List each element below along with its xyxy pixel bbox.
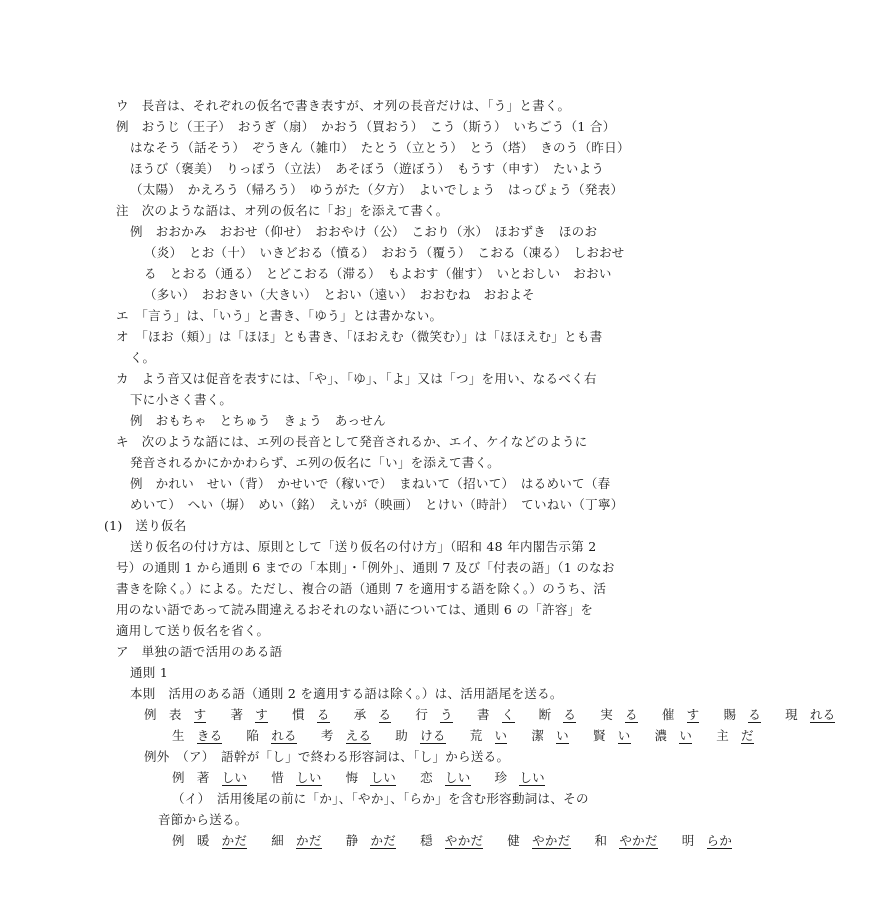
word-stem: 荒 xyxy=(469,728,483,743)
okurigana: える xyxy=(345,728,372,743)
okurigana: れる xyxy=(809,707,836,722)
word-stem: 濃 xyxy=(654,728,668,743)
text-line: めいて） へい（塀） めい（銘） えいが（映画） とけい（時計） ていねい（丁寧） xyxy=(130,497,624,512)
example-word xyxy=(292,707,342,722)
example-word xyxy=(415,707,465,722)
example-label: 例 xyxy=(172,833,185,848)
okurigana: かだ xyxy=(296,833,322,848)
text-line: 号）の通則 1 から通則 6 までの「本則」・「例外」、通則 7 及び「付表の語」（1 のなお xyxy=(116,560,615,575)
word-stem: 行 xyxy=(415,707,429,722)
okurigana: ける xyxy=(420,728,446,743)
okurigana: かだ xyxy=(370,833,397,848)
word-stem: 陥 xyxy=(246,728,260,743)
example-word xyxy=(662,707,712,722)
text-line: エ 「言う」は、「いう」と書き、「ゆう」とは書かない。 xyxy=(116,308,443,323)
text-line: 例 おおかみ おおせ（仰せ） おおやけ（公） こおり（氷） ほおずき ほのお xyxy=(130,224,598,239)
text-line: 注 次のような語は、オ列の仮名に「お」を添えて書く。 xyxy=(116,203,449,218)
okurigana: い xyxy=(679,728,693,743)
word-stem: 賜 xyxy=(723,707,737,722)
example-word xyxy=(420,770,482,785)
word-stem: 慣 xyxy=(292,707,305,722)
example-word xyxy=(395,728,457,743)
example-word xyxy=(477,707,527,722)
okurigana: る xyxy=(748,707,762,722)
word-stem: 恋 xyxy=(420,770,433,785)
text-line: 本則 活用のある語（通則 2 を適用する語は除く。）は、活用語尾を送る。 xyxy=(130,686,563,701)
text-line: ほうび（褒美） りっぽう（立法） あそぼう（遊ぼう） もうす（申す） たいよう xyxy=(130,161,605,176)
okurigana: う xyxy=(440,707,453,722)
example-word xyxy=(531,728,581,743)
okurigana: だ xyxy=(741,728,754,743)
text-line: く。 xyxy=(130,350,156,365)
example-word xyxy=(539,707,589,722)
word-stem: 催 xyxy=(661,707,675,722)
example-word xyxy=(655,728,705,743)
example-label: 例 xyxy=(172,770,185,785)
text-line: はなそう（話そう） ぞうきん（雑巾） たとう（立とう） とう（塔） きのう（昨日） xyxy=(130,140,630,155)
okurigana: る xyxy=(378,707,392,722)
text-line: 音節から送る。 xyxy=(158,812,248,827)
word-stem: 穏 xyxy=(420,833,433,848)
text-line: （炎） とお（十） いきどおる（憤る） おおう（覆う） こおる（凍る） しおおせ xyxy=(144,245,625,260)
example-row xyxy=(172,833,768,849)
okurigana: す xyxy=(193,707,207,722)
okurigana: やかだ xyxy=(532,833,571,848)
example-word xyxy=(723,707,773,722)
example-word xyxy=(172,728,234,743)
okurigana: きる xyxy=(196,728,223,743)
example-word xyxy=(420,833,495,848)
word-stem: 静 xyxy=(345,833,359,848)
example-word xyxy=(346,833,408,848)
okurigana: しい xyxy=(444,770,471,785)
word-stem: 生 xyxy=(172,728,185,743)
example-row xyxy=(172,728,790,744)
text-line: （太陽） かえろう（帰ろう） ゆうがた（夕方） よいでしょう はっぴょう（発表） xyxy=(130,182,624,197)
example-word xyxy=(716,728,766,743)
word-stem: 助 xyxy=(395,728,409,743)
okurigana: る xyxy=(316,707,330,722)
word-stem: 表 xyxy=(168,707,182,722)
example-word xyxy=(246,728,308,743)
word-stem: 惜 xyxy=(271,770,285,785)
text-line: ウ 長音は、それぞれの仮名で書き表すが、オ列の長音だけは、「う」と書く。 xyxy=(116,98,571,113)
okurigana: やかだ xyxy=(444,833,484,848)
rule-title: 通則 1 xyxy=(130,665,169,680)
okurigana: す xyxy=(686,707,700,722)
word-stem: 著 xyxy=(196,770,210,785)
text-line: 下に小さく書く。 xyxy=(130,392,233,407)
example-row xyxy=(144,707,871,723)
okurigana: かだ xyxy=(221,833,248,848)
word-stem: 和 xyxy=(594,833,608,848)
text-line: （イ） 活用後尾の前に「か」、「やか」、「らか」を含む形容動詞は、その xyxy=(172,791,589,806)
subsection-heading: ア 単独の語で活用のある語 xyxy=(116,644,283,659)
example-word xyxy=(197,770,259,785)
okurigana: る xyxy=(625,707,638,722)
text-line: 例 おうじ（王子） おうぎ（扇） かおう（買おう） こう（斯う） いちごう（1 合） xyxy=(116,119,616,134)
word-stem: 珍 xyxy=(494,770,508,785)
example-word xyxy=(197,833,259,848)
okurigana: らか xyxy=(706,833,733,848)
word-stem: 悔 xyxy=(345,770,359,785)
okurigana: やかだ xyxy=(619,833,658,848)
example-word xyxy=(785,707,847,722)
example-word xyxy=(682,833,744,848)
word-stem: 暖 xyxy=(196,833,210,848)
okurigana: い xyxy=(617,728,631,743)
text-line: る とおる（通る） とどこおる（滞る） もよおす（催す） いとおしい おおい xyxy=(144,266,612,281)
okurigana: しい xyxy=(519,770,545,785)
text-line: オ 「ほお（頬）」は「ほほ」とも書き、「ほおえむ（微笑む）」は「ほほえむ」とも書 xyxy=(116,329,603,344)
word-stem: 承 xyxy=(353,707,367,722)
word-stem: 細 xyxy=(271,833,285,848)
text-line: 送り仮名の付け方は、原則として「送り仮名の付け方」（昭和 48 年内閣告示第 2 xyxy=(130,539,597,554)
word-stem: 考 xyxy=(320,728,334,743)
text-line: 例外 （ア） 語幹が「し」で終わる形容詞は、「し」から送る。 xyxy=(144,749,510,764)
example-word xyxy=(495,770,557,785)
text-line: 用のない語であって読み間違えるおそれのない語については、通則 6 の「許容」を xyxy=(116,602,594,617)
word-stem: 現 xyxy=(785,707,798,722)
word-stem: 実 xyxy=(600,707,613,722)
word-stem: 賢 xyxy=(592,728,606,743)
section-heading: (1) 送り仮名 xyxy=(104,518,187,533)
example-word xyxy=(169,707,219,722)
example-word xyxy=(271,833,333,848)
example-row xyxy=(172,770,581,786)
okurigana: す xyxy=(255,707,269,722)
example-word xyxy=(354,707,404,722)
example-word xyxy=(271,770,333,785)
word-stem: 書 xyxy=(476,707,490,722)
example-label: 例 xyxy=(144,707,157,722)
example-word xyxy=(600,707,650,722)
word-stem: 断 xyxy=(538,707,552,722)
okurigana: い xyxy=(556,728,569,743)
text-line: 適用して送り仮名を省く。 xyxy=(116,623,270,638)
text-line: キ 次のような語には、エ列の長音として発音されるか、エイ、ケイなどのように xyxy=(116,434,588,449)
text-line: 例 おもちゃ とちゅう きょう あっせん xyxy=(130,413,386,428)
word-stem: 明 xyxy=(681,833,695,848)
text-line: 発音されるかにかかわらず、エ列の仮名に「い」を添えて書く。 xyxy=(130,455,500,470)
example-word xyxy=(230,707,280,722)
example-word xyxy=(470,728,520,743)
example-word xyxy=(321,728,383,743)
okurigana: しい xyxy=(370,770,397,785)
okurigana: れる xyxy=(271,728,297,743)
text-line: 例 かれい せい（背） かせいで（稼いで） まねいて（招いて） はるめいて（春 xyxy=(130,476,611,491)
word-stem: 主 xyxy=(716,728,729,743)
text-line: 書きを除く。）による。ただし、複合の語（通則 7 を適用する語を除く。）のうち、活 xyxy=(116,581,607,596)
example-word xyxy=(595,833,670,848)
text-line: カ よう音又は促音を表すには、「や」、「ゆ」、「よ」又は「つ」を用い、なるべく右 xyxy=(116,371,597,386)
example-word xyxy=(593,728,643,743)
text-line: （多い） おおきい（大きい） とおい（遠い） おおむね おおよそ xyxy=(144,287,535,302)
okurigana: る xyxy=(563,707,577,722)
word-stem: 著 xyxy=(230,707,244,722)
okurigana: しい xyxy=(221,770,248,785)
okurigana: い xyxy=(494,728,508,743)
okurigana: く xyxy=(501,707,515,722)
word-stem: 潔 xyxy=(531,728,545,743)
example-word xyxy=(507,833,582,848)
okurigana: しい xyxy=(296,770,322,785)
word-stem: 健 xyxy=(507,833,521,848)
example-word xyxy=(346,770,408,785)
